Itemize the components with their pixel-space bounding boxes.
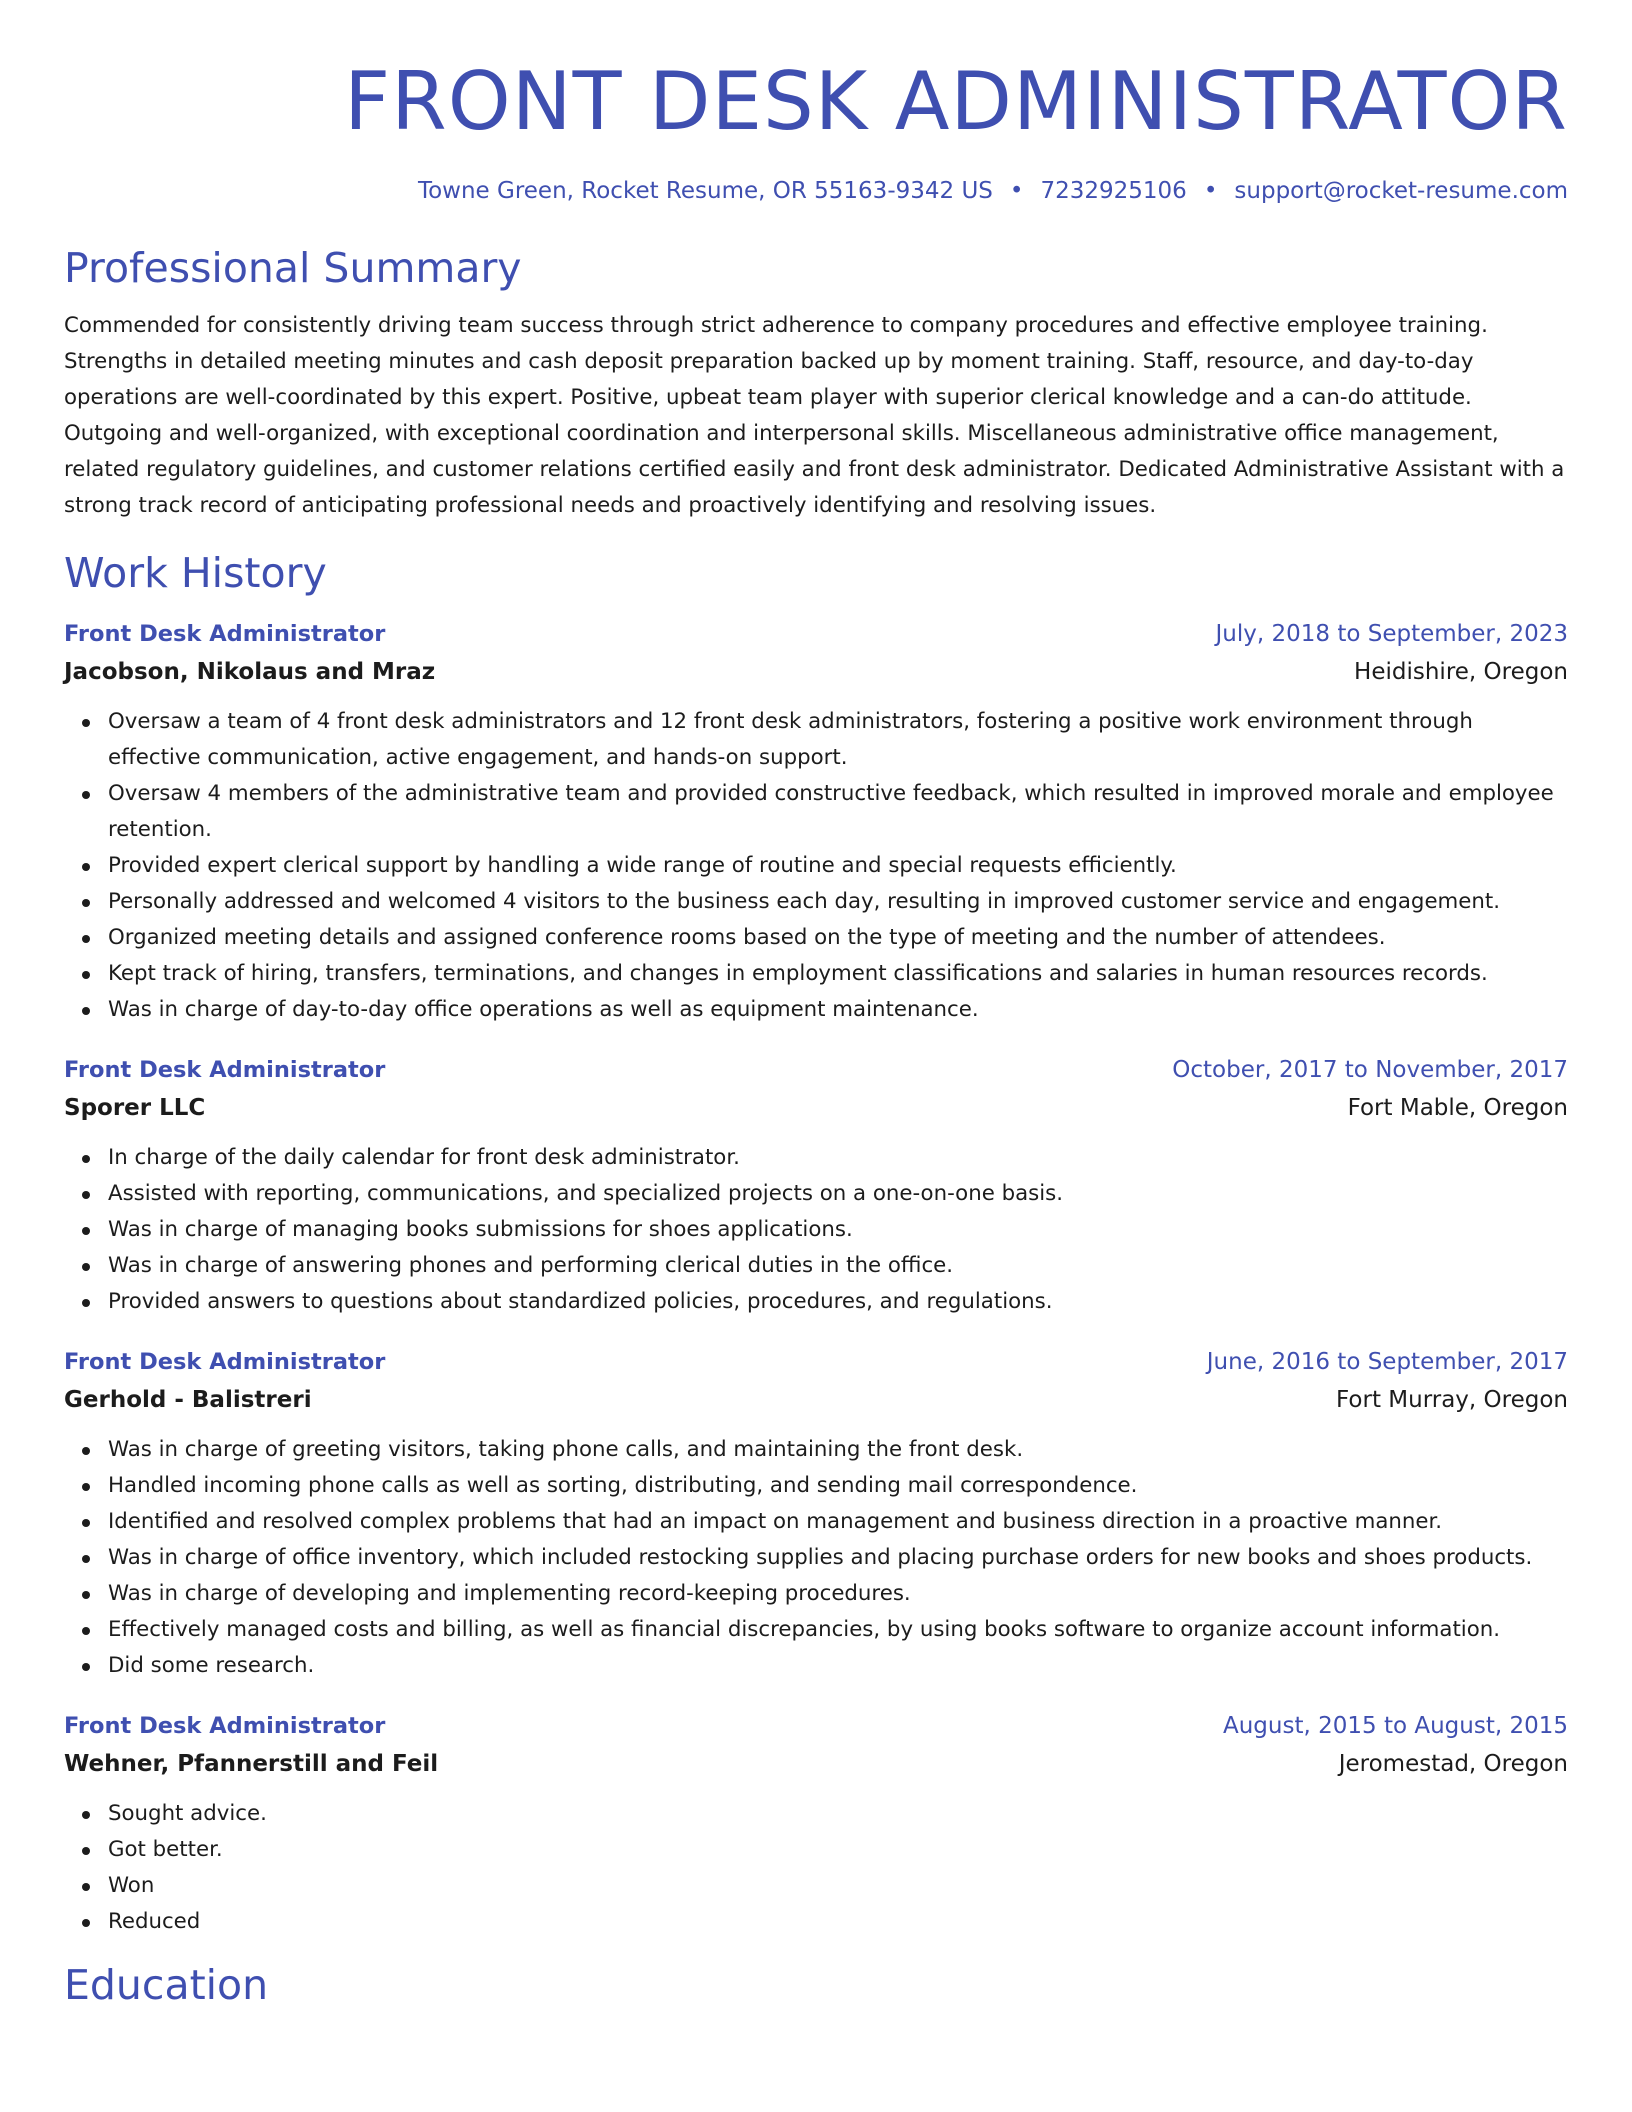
job-bullet: Reduced bbox=[108, 1904, 1568, 1940]
contact-separator: • bbox=[1203, 178, 1218, 204]
job-bullet: Effectively managed costs and billing, as well as financial discrepancies, by using books software to organize account information. bbox=[108, 1612, 1568, 1648]
job-dates: June, 2016 to September, 2017 bbox=[1206, 1349, 1568, 1375]
job-company: Wehner, Pfannerstill and Feil bbox=[64, 1751, 439, 1777]
job-dates: August, 2015 to August, 2015 bbox=[1223, 1713, 1568, 1739]
job-bullet: In charge of the daily calendar for front desk administrator. bbox=[108, 1140, 1568, 1176]
job-bullet: Was in charge of office inventory, which included restocking supplies and placing purchase orders for new books and shoes products. bbox=[108, 1540, 1568, 1576]
resume-page bbox=[64, 0, 1568, 2010]
job-location: Heidishire, Oregon bbox=[1354, 659, 1568, 685]
job-company-row bbox=[64, 1380, 1568, 1420]
job-location: Fort Murray, Oregon bbox=[1336, 1387, 1568, 1413]
job-bullet: Handled incoming phone calls as well as sorting, distributing, and sending mail correspondence. bbox=[108, 1468, 1568, 1504]
job-bullet: Oversaw a team of 4 front desk administrators and 12 front desk administrators, fostering a positive work environment through effective communication, active engagement, and hands-on support. bbox=[108, 704, 1568, 776]
job-header-row bbox=[64, 1344, 1568, 1380]
job-entry bbox=[64, 1708, 1568, 1940]
job-company-row bbox=[64, 1744, 1568, 1784]
job-bullet: Provided expert clerical support by handling a wide range of routine and special requests efficiently. bbox=[108, 848, 1568, 884]
job-bullet: Was in charge of answering phones and performing clerical duties in the office. bbox=[108, 1248, 1568, 1284]
work-history-heading: Work History bbox=[64, 549, 327, 597]
contact-phone: 7232925106 bbox=[1040, 178, 1187, 204]
job-dates: July, 2018 to September, 2023 bbox=[1215, 621, 1568, 647]
job-bullet: Assisted with reporting, communications, and specialized projects on a one-on-one basis. bbox=[108, 1176, 1568, 1212]
job-entry bbox=[64, 616, 1568, 1028]
job-header-row bbox=[64, 1708, 1568, 1744]
job-bullets bbox=[64, 1140, 1568, 1320]
summary-text: Commended for consistently driving team success through strict adherence to company procedures and effective employee training. Strengths in detailed meeting minutes and cash deposit preparation backed up by moment training. Staff, resource, and day-to-day operations are well-coordinated by this expert. Positive, upbeat team player with superior clerical knowledge and a can-do attitude. Outgoing and well-organized, with exceptional coordination and interpersonal skills. Miscellaneous administrative office management, related regulatory guidelines, and customer relations certified easily and front desk administrator. Dedicated Administrative Assistant with a strong track record of anticipating professional needs and proactively identifying and resolving issues. bbox=[64, 313, 1565, 518]
job-bullet: Provided answers to questions about standardized policies, procedures, and regulations. bbox=[108, 1284, 1568, 1320]
resume-header bbox=[64, 56, 1568, 206]
education-section bbox=[64, 1960, 1568, 2010]
job-bullet: Personally addressed and welcomed 4 visitors to the business each day, resulting in improved customer service and engagement. bbox=[108, 884, 1568, 920]
education-heading: Education bbox=[64, 1961, 269, 2009]
job-company: Jacobson, Nikolaus and Mraz bbox=[64, 659, 436, 685]
job-entry bbox=[64, 1052, 1568, 1320]
job-title: Front Desk Administrator bbox=[64, 621, 386, 647]
job-bullets bbox=[64, 1432, 1568, 1684]
summary-heading: Professional Summary bbox=[64, 244, 522, 292]
job-bullet: Did some research. bbox=[108, 1648, 1568, 1684]
job-company-row bbox=[64, 652, 1568, 692]
job-bullet: Oversaw 4 members of the administrative team and provided constructive feedback, which resulted in improved morale and employee retention. bbox=[108, 776, 1568, 848]
job-bullet: Kept track of hiring, transfers, terminations, and changes in employment classifications and salaries in human resources records. bbox=[108, 956, 1568, 992]
job-bullet: Organized meeting details and assigned conference rooms based on the type of meeting and the number of attendees. bbox=[108, 920, 1568, 956]
job-location: Fort Mable, Oregon bbox=[1347, 1095, 1568, 1121]
job-bullet: Got better. bbox=[108, 1832, 1568, 1868]
job-bullet: Was in charge of greeting visitors, taking phone calls, and maintaining the front desk. bbox=[108, 1432, 1568, 1468]
job-bullets bbox=[64, 1796, 1568, 1940]
job-bullet: Won bbox=[108, 1868, 1568, 1904]
job-company: Sporer LLC bbox=[64, 1095, 206, 1121]
job-header-row bbox=[64, 616, 1568, 652]
job-bullet: Was in charge of developing and implementing record-keeping procedures. bbox=[108, 1576, 1568, 1612]
job-dates: October, 2017 to November, 2017 bbox=[1172, 1057, 1568, 1083]
job-company: Gerhold - Balistreri bbox=[64, 1387, 312, 1413]
job-entry bbox=[64, 1344, 1568, 1684]
job-title: Front Desk Administrator bbox=[64, 1713, 386, 1739]
candidate-title: FRONT DESK ADMINISTRATOR bbox=[344, 55, 1568, 148]
job-bullet: Was in charge of day-to-day office operations as well as equipment maintenance. bbox=[108, 992, 1568, 1028]
contact-address: Towne Green, Rocket Resume, OR 55163-9342 US bbox=[417, 178, 993, 204]
contact-separator: • bbox=[1009, 178, 1024, 204]
job-title: Front Desk Administrator bbox=[64, 1057, 386, 1083]
job-bullet: Sought advice. bbox=[108, 1796, 1568, 1832]
job-bullet: Identified and resolved complex problems that had an impact on management and business direction in a proactive manner. bbox=[108, 1504, 1568, 1540]
summary-section bbox=[64, 243, 1568, 524]
contact-line bbox=[64, 176, 1568, 206]
job-title: Front Desk Administrator bbox=[64, 1349, 386, 1375]
job-header-row bbox=[64, 1052, 1568, 1088]
work-history-section bbox=[64, 548, 1568, 1940]
job-bullet: Was in charge of managing books submissions for shoes applications. bbox=[108, 1212, 1568, 1248]
contact-email: support@rocket-resume.com bbox=[1234, 178, 1568, 204]
job-company-row bbox=[64, 1088, 1568, 1128]
job-bullets bbox=[64, 704, 1568, 1028]
job-location: Jeromestad, Oregon bbox=[1338, 1751, 1568, 1777]
